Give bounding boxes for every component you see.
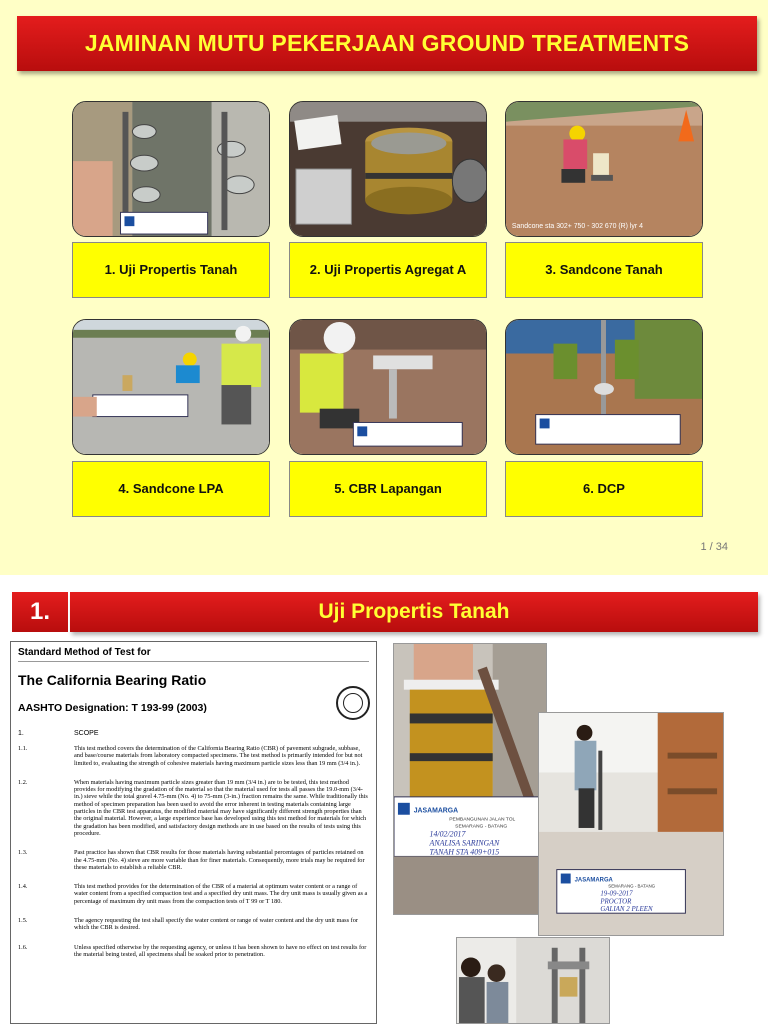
doc-title: The California Bearing Ratio: [18, 672, 207, 688]
board1-line1: PEMBANGUNAN JALAN TOL: [449, 817, 516, 823]
photo-cbr-machine: [456, 937, 610, 1024]
board1-hand-date: 14/02/2017: [429, 829, 466, 839]
photo-cbr-lapangan: [289, 319, 487, 455]
para-number: 1.3.: [18, 849, 28, 857]
label-item-3: 3. Sandcone Tanah: [505, 242, 703, 298]
para-text: This test method provides for the determination of the CBR of a material at optimum water content or a range of water content from a specified compaction test and a specified dry unit mass. The dry unit mass is usually given as a percentage of maximum dry unit mass from the compaction tests of T 99 or T 180.: [74, 883, 368, 905]
board2-line1: SEMARANG - BATANG: [608, 883, 656, 889]
para-text: The agency requesting the test shall specify the water content or range of water content and the dry unit mass for which the CBR is desired.: [74, 917, 358, 932]
photo-cbr-mold: [393, 643, 547, 915]
para-text: Past practice has shown that CBR results for those materials having substantial percentages of particles retained on the 4.75-mm (No. 4) sieve are more variable than for finer materials. Consequently, more trials may be required for these materials to establish a reliable CBR.: [74, 849, 365, 871]
photo-dcp: [505, 319, 703, 455]
board2-hand-loc: GALIAN 2 PLEEN: [600, 906, 653, 914]
para-number: 1.1.: [18, 745, 28, 752]
doc-paragraph: [18, 779, 369, 837]
board2-brand: JASAMARGA: [574, 877, 613, 884]
photo-sandcone-tanah: [505, 101, 703, 237]
scope-number: 1.: [18, 730, 24, 737]
photo-sandcone-caption: Sandcone sta 302+ 750 - 302 670 (R) lyr 4: [511, 223, 643, 231]
photo-uji-propertis-agregat: [289, 101, 487, 237]
doc-paragraph: [18, 745, 369, 767]
section-number: 1.: [12, 592, 68, 632]
doc-paragraph: [18, 883, 369, 905]
photo-sandcone-lpa: [72, 319, 270, 455]
doc-paragraph: [18, 944, 369, 959]
doc-scope-heading: [18, 730, 369, 737]
para-text: This test method covers the determination of the California Bearing Ratio (CBR) of pavement subgrade, subbase, and base/course materials from laboratory compacted specimens. The test method is primarily intended for but not limited to, evaluating the strength of cohesive materials having maximum particle sizes less than 19 mm (3/4 in.).: [74, 745, 363, 767]
doc-header: Standard Method of Test for: [18, 647, 151, 658]
para-number: 1.5.: [18, 917, 28, 925]
label-item-2: 2. Uji Propertis Agregat A: [289, 242, 487, 298]
label-item-1: 1. Uji Propertis Tanah: [72, 242, 270, 298]
doc-designation: AASHTO Designation: T 193-99 (2003): [18, 702, 207, 714]
label-item-4: 4. Sandcone LPA: [72, 461, 270, 517]
doc-paragraph: [18, 849, 369, 871]
page-number: 1 / 34: [700, 541, 728, 553]
para-number: 1.4.: [18, 883, 28, 891]
para-text: When materials having maximum particle sizes greater than 19 mm (3/4 in.) are to be tested, this test method provides for modifying the gradation of the material so that the material used for tests all passes the 19.0-mm (3/4-in.) sieve while the total gravel 4.75-mm (No. 4) to 75-mm (3-in.) fraction remains the same. While traditionally this method of specimen preparation has been used to avoid the error inherent in testing materials containing large particles in the CBR test apparatus, the modified material may have significantly different strength properties than the original material. However, a large experience base has developed using this test method for materials for which the gradation has been modified, and satisfactory design methods are in use based on the results of tests using this procedure.: [74, 778, 368, 837]
board2-hand-date: 19-09-2017: [600, 890, 633, 898]
photo-proctor-test: [538, 712, 724, 936]
photo-uji-propertis-tanah: [72, 101, 270, 237]
board1-hand-sta: TANAH STA 409+015: [429, 847, 500, 857]
para-number: 1.6.: [18, 943, 28, 951]
aashto-document: [10, 641, 377, 1024]
board2-hand-test: PROCTOR: [600, 898, 632, 906]
slide-2: [0, 587, 768, 1024]
slide-gap: [0, 575, 768, 587]
aashto-seal-icon: [336, 686, 370, 720]
board1-hand-test: ANALISA SARINGAN: [429, 838, 500, 848]
para-text: Unless specified otherwise by the requesting agency, or unless it has been shown to have no effect on test results for the material being tested, all specimens shall be soaked prior to penetration.: [74, 943, 367, 958]
section-title: Uji Propertis Tanah: [70, 592, 758, 632]
slide-title: JAMINAN MUTU PEKERJAAN GROUND TREATMENTS: [84, 30, 690, 56]
board1-line2: SEMARANG - BATANG: [455, 824, 508, 830]
para-number: 1.2.: [18, 778, 28, 786]
scope-label: SCOPE: [74, 730, 99, 737]
doc-paragraph: [18, 917, 369, 932]
label-item-5: 5. CBR Lapangan: [289, 461, 487, 517]
slide-title-bar: [17, 16, 757, 71]
board1-brand: JASAMARGA: [413, 807, 459, 815]
label-item-6: 6. DCP: [505, 461, 703, 517]
